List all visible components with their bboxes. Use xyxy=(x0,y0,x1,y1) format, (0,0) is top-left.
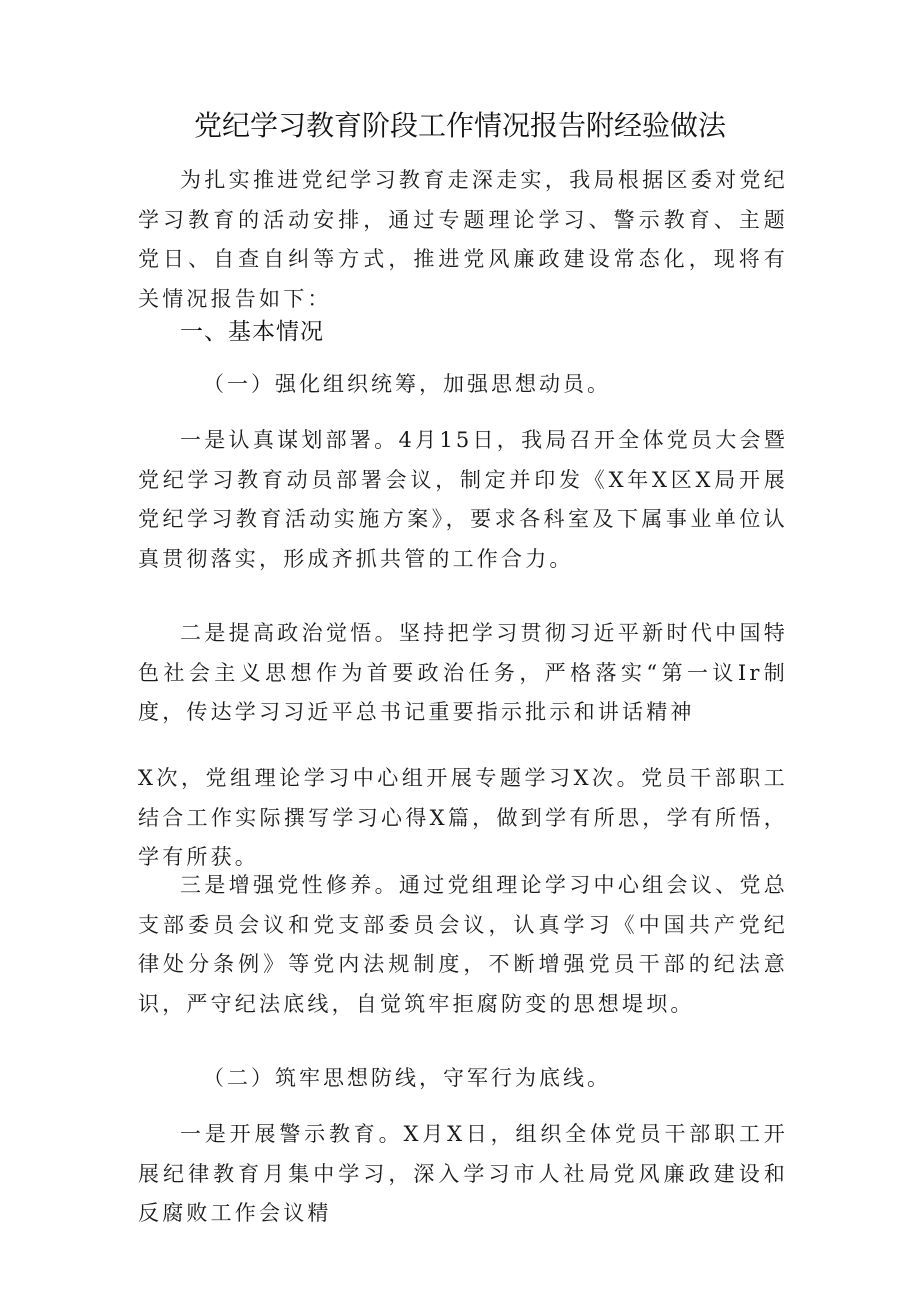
paragraph-political-awareness: 二是提高政治觉悟。坚持把学习贯彻习近平新时代中国特色社会主义思想作为首要政治任务，严格落实“第一议Ir制度，传达学习习近平总书记重要指示批示和讲话精神 xyxy=(138,621,788,724)
subsection-heading-2: （二）筑牢思想防线，守军行为底线。 xyxy=(203,1066,611,1090)
document-title: 党纪学习教育阶段工作情况报告附经验做法 xyxy=(193,109,726,142)
intro-paragraph: 为扎实推进党纪学习教育走深走实，我局根据区委对党纪学习教育的活动安排，通过专题理论学习、警示教育、主题党日、自查自纠等方式，推进党风廉政建设常态化，现将有关情况报告如下： xyxy=(138,168,788,311)
paragraph-warning-education: 一是开展警示教育。X月X日，组织全体党员干部职工开展纪律教育月集中学习，深入学习市人社局党风廉政建设和反腐败工作会议精 xyxy=(138,1122,788,1225)
subsection-heading-1: （一）强化组织统筹，加强思想动员。 xyxy=(203,372,611,396)
paragraph-study-count: X次，党组理论学习中心组开展专题学习X次。党员干部职工结合工作实际撰写学习心得X篇，做到学有所思，学有所悟，学有所获。 xyxy=(138,766,788,869)
paragraph-party-spirit: 三是增强党性修养。通过党组理论学习中心组会议、党总支部委员会议和党支部委员会议，认真学习《中国共产党纪律处分条例》等党内法规制度，不断增强党员干部的纪法意识，严守纪法底线，自觉筑牢拒腐防变的思想堤坝。 xyxy=(138,873,788,1016)
section-heading-basic-situation: 一、基本情况 xyxy=(180,319,324,345)
paragraph-planning: 一是认真谋划部署。4月15日，我局召开全体党员大会暨党纪学习教育动员部署会议，制定并印发《X年X区X局开展党纪学习教育活动实施方案》，要求各科室及下属事业单位认真贯彻落实，形成齐抓共管的工作合力。 xyxy=(138,428,788,571)
